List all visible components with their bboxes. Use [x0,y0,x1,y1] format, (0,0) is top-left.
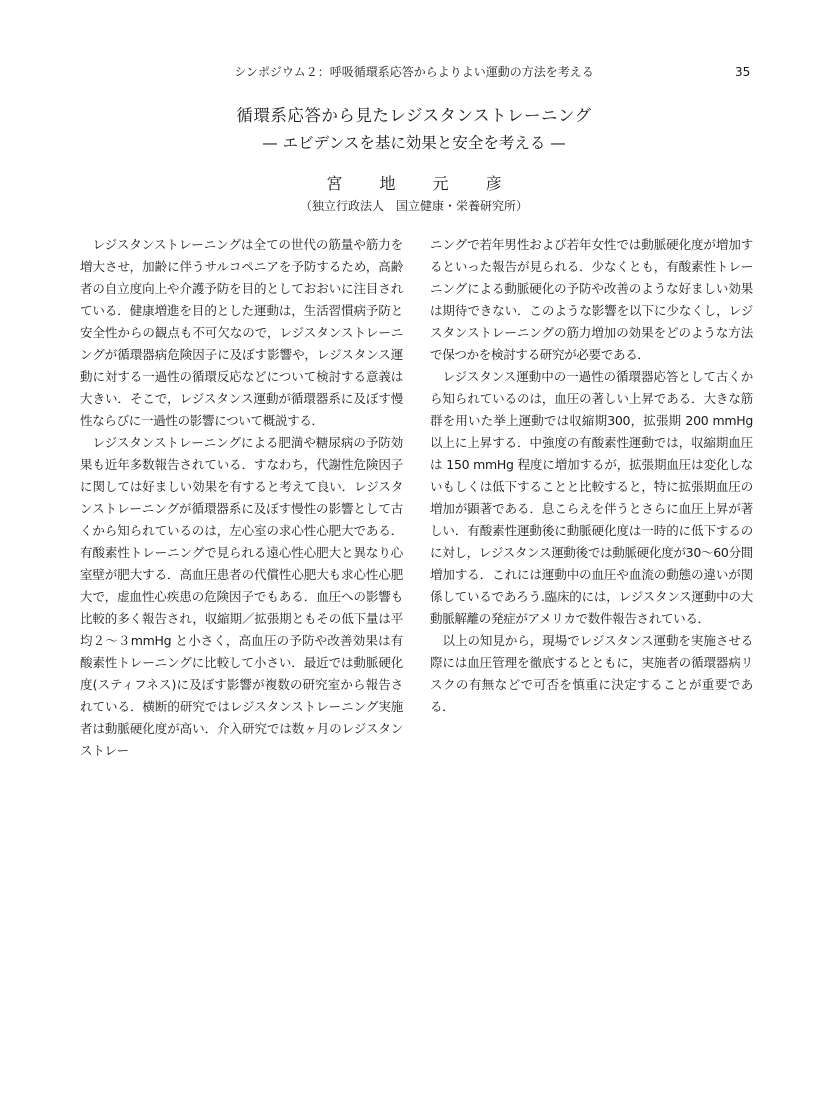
paragraph: 以上の知見から，現場でレジスタンス運動を実施させる際には血圧管理を徹底するとともに，実施者の循環器病リスクの有無などで可否を慎重に決定することが重要である． [430,633,753,714]
right-column [430,234,753,718]
author-affiliation: （独立行政法人 国立健康・栄養研究所） [299,199,528,213]
paragraph: レジスタンストレーニングによる肥満や糖尿病の予防効果も近年多数報告されている．すなわち，代謝性危険因子に関しては好ましい効果を有すると考えて良い．レジスタンストレーニングが循環器系に及ぼす慢性の影響として古くから知られているのは，左心室の求心性心肥大である．有酸素性トレーニングで見られる遠心性心肥大と異なり心室壁が肥大する．高血圧患者の代償性心肥大も求心性心肥大で，虚血性心疾患の危険因子でもある．血圧への影響も比較的多く報告され，収縮期／拡張期ともその低下量は平均２～３mmHg と小さく，高血圧の予防や改善効果は有酸素性トレーニングに比較して小さい．最近では動脈硬化度(スティフネス)に及ぼす影響が複数の研究室から報告されている．横断的研究ではレジスタンストレーニング実施者は動脈硬化度が高い．介入研究では数ヶ月のレジスタンストレー [80,435,403,758]
paragraph: ニングで若年男性および若年女性では動脈硬化度が増加するといった報告が見られる．少なくとも，有酸素性トレーニングによる動脈硬化の予防や改善のような好ましい効果は期待できない．このような影響を以下に少なくし，レジスタンストレーニングの筋力増加の効果をどのような方法で保つかを検討する研究が必要である． [430,237,753,362]
article-title: 循環系応答から見たレジスタンストレーニング [236,106,592,125]
page-number: 35 [735,65,751,79]
article-subtitle: — エビデンスを基に効果と安全を考える — [262,134,566,152]
paragraph: レジスタンス運動中の一過性の循環器応答として古くから知られているのは，血圧の著しい上昇である．大きな筋群を用いた挙上運動では収縮期300，拡張期 200 mmHg 以上に上昇する．中強度の有酸素性運動では，収縮期血圧は 150 mmHg 程度に増加するが，拡張期血圧は変化しないもしくは低下することと比較すると，特に拡張期血圧の増加が顕著である．息こらえを伴うとさらに血圧上昇が著しい．有酸素性運動後に動脈硬化度は一時的に低下するのに対し，レジスタンス運動後では動脈硬化度が30～60分間増加する．これには運動中の血圧や血流の動態の違いが関係しているであろう.臨床的には，レジスタンス運動中の大動脈解離の発症がアメリカで数件報告されている． [430,369,753,626]
running-title: シンポジウム２：呼吸循環系応答からよりよい運動の方法を考える [234,65,594,79]
author-name: 宮 地 元 彦 [326,174,502,193]
left-column [80,234,403,762]
paragraph: レジスタンストレーニングは全ての世代の筋量や筋力を増大させ，加齢に伴うサルコペニアを予防するため，高齢者の自立度向上や介護予防を目的としておおいに注目されている．健康増進を目的とした運動は，生活習慣病予防と安全性からの観点も不可欠なので，レジスタンストレーニングが循環器病危険因子に及ぼす影響や，レジスタンス運動に対する一過性の循環反応などについて検討する意義は大きい．そこで，レジスタンス運動が循環器系に及ぼす慢性ならびに一過性の影響について概説する． [80,237,403,428]
running-header [0,63,828,81]
